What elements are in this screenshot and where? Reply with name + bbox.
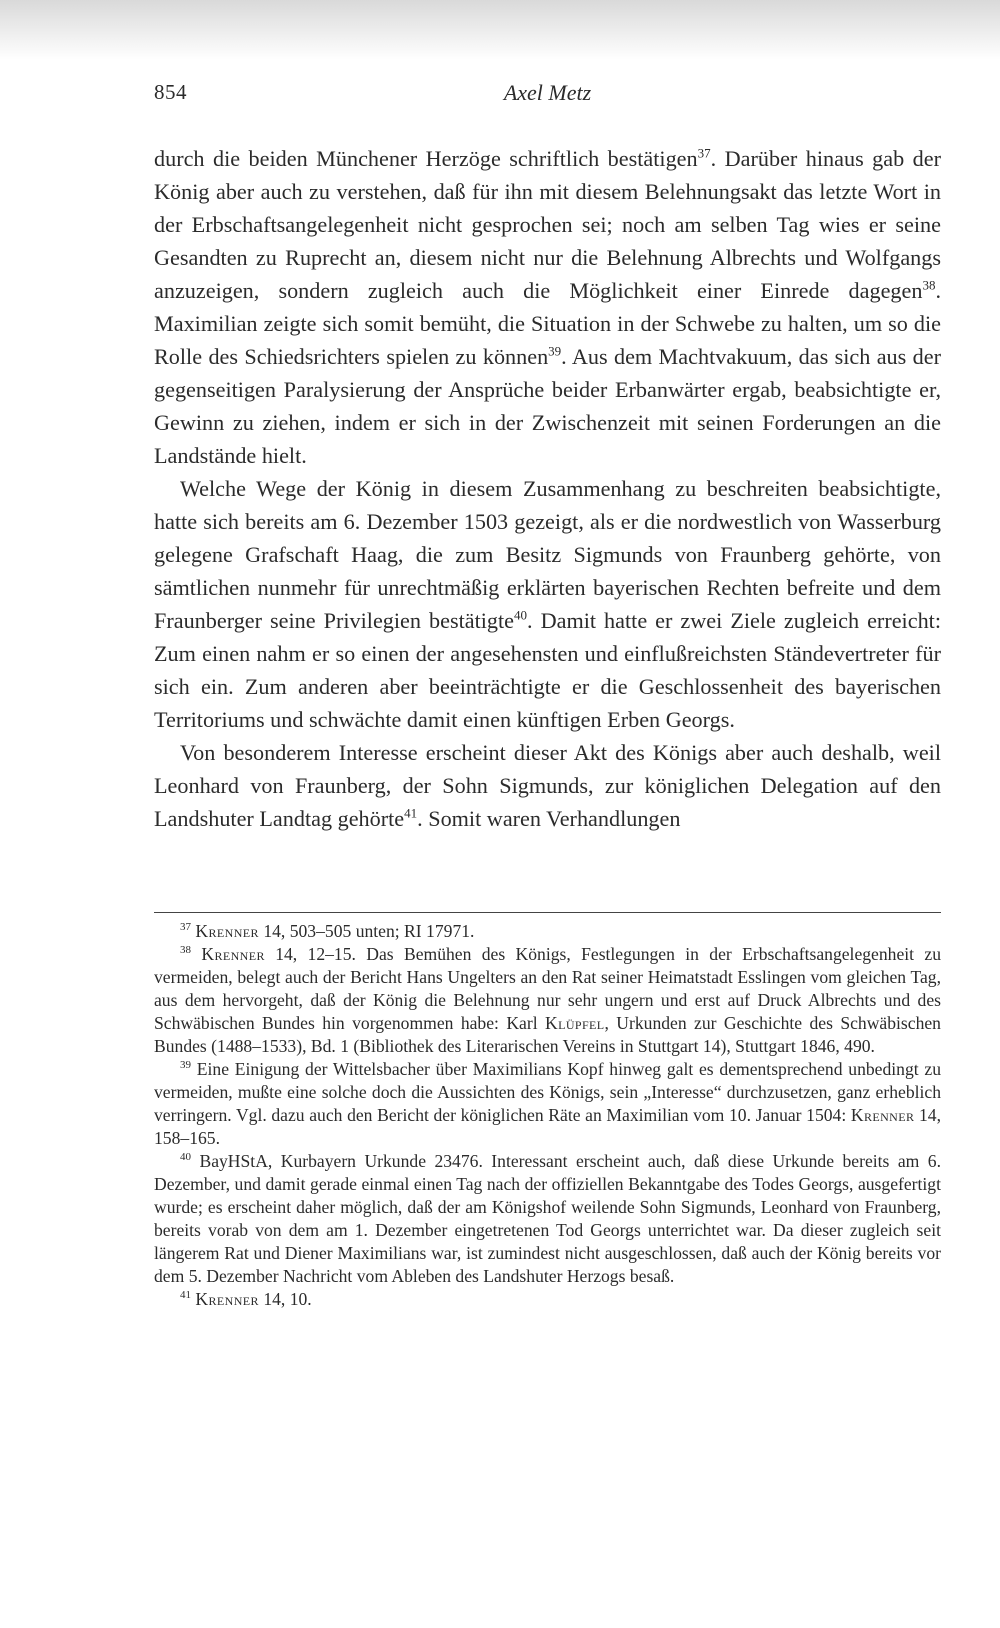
text-span: Eine Einigung der Wittelsbacher über Maximilians Kopf hinweg galt es dementsprechend unbedingt zu vermeiden, mußte eine solche doch die Aussichten des Königs, sein „Interesse“ durchzusetzen, ganz erheblich verringern. Vgl. dazu auch den Bericht der königlichen Räte an Maximilian vom 10. Januar 1504:: [154, 1059, 941, 1125]
footnote-number: 41: [180, 1289, 191, 1302]
paragraph-2: [154, 472, 941, 736]
paragraph-3: [154, 736, 941, 835]
text-span: . Aus dem Machtvakuum, das sich aus der gegenseitigen Paralysierung der Ansprüche beider Erbanwärter ergab, beabsichtigte er, Gewinn zu ziehen, indem er sich in der Zwischenzeit mit seinen Forderungen an die Landstände hielt.: [154, 344, 941, 468]
footnote-ref-37: 37: [697, 145, 711, 161]
author-smallcaps: Krenner: [201, 944, 265, 964]
footnote-40: [154, 1150, 941, 1288]
footnote-number: 40: [180, 1151, 191, 1164]
footnote-separator: [154, 912, 941, 913]
author-smallcaps: Klüpfel: [544, 1013, 605, 1033]
text-span: Welche Wege der König in diesem Zusammenhang zu beschreiten beabsichtigte, hatte sich bereits am 6. Dezember 1503 gezeigt, als er die nordwestlich von Wasserburg gelegene Grafschaft Haag, die zum Besitz Sigmunds von Fraunberg gehörte, von sämtlichen nunmehr für unrechtmäßig erklärten bayerischen Rechten befreite und dem Fraunberger seine Privilegien bestätigte: [154, 476, 941, 633]
text-span: , Urkunden zur Geschichte des Schwäbischen Bundes (1488–1533), Bd. 1 (Bibliothek des Literarischen Vereins in Stuttgart 14), Stuttgart 1846, 490.: [154, 1013, 941, 1056]
footnote-ref-39: 39: [548, 343, 562, 359]
scan-page-edge: [0, 0, 1000, 60]
author-smallcaps: Krenner: [195, 921, 259, 941]
author-smallcaps: Krenner: [195, 1289, 259, 1309]
author-smallcaps: Krenner: [850, 1105, 915, 1125]
footnote-number: 37: [180, 921, 191, 934]
footnotes: [154, 920, 941, 1311]
footnote-ref-41: 41: [404, 805, 418, 821]
footnote-39: [154, 1058, 941, 1150]
text-span: BayHStA, Kurbayern Urkunde 23476. Interessant erscheint auch, daß diese Urkunde bereits am 6. Dezember, und damit gerade einmal einen Tag nach der offiziellen Bekanntgabe des Todes Georgs, ausgefertigt wurde; es erscheint daher möglich, daß der am Königshof weilende Sohn Sigmunds, Leonhard von Fraunberg, bereits vorab von dem am 1. Dezember eingetretenen Tod Georgs unterrichtet war. Da dieser zugleich seit längerem Rat und Diener Maximilians war, ist zumindest nicht ausgeschlossen, daß auch der König bereits vor dem 5. Dezember Nachricht vom Ableben des Landshuter Herzogs besaß.: [154, 1151, 942, 1286]
footnote-37: [154, 920, 941, 943]
text-span: 14, 503–505 unten; RI 17971.: [258, 921, 475, 941]
footnote-ref-40: 40: [514, 607, 528, 623]
footnote-number: 38: [180, 944, 191, 957]
footnote-38: [154, 943, 941, 1058]
paragraph-1: [154, 142, 941, 472]
footnote-ref-38: 38: [922, 277, 936, 293]
text-span: 14, 158–165.: [154, 1105, 941, 1148]
footnote-number: 39: [180, 1059, 191, 1072]
running-head-author: Axel Metz: [503, 80, 592, 105]
text-span: . Somit waren Verhandlungen: [417, 806, 681, 831]
text-span: . Maximilian zeigte sich somit bemüht, die Situation in der Schwebe zu halten, um so die Rolle des Schiedsrichters spielen zu können: [154, 278, 941, 369]
text-span: durch die beiden Münchener Herzöge schriftlich bestätigen: [154, 146, 698, 171]
text-span: . Damit hatte er zwei Ziele zugleich erreicht: Zum einen nahm er so einen der angesehensten und einflußreichsten Ständevertreter für sich ein. Zum anderen aber beeinträchtigte er die Geschlossenheit des bayerischen Territoriums und schwächte damit einen künftigen Erben Georgs.: [154, 608, 941, 732]
text-span: 14, 10.: [258, 1289, 312, 1309]
footnote-41: [154, 1288, 941, 1311]
text-span: . Darüber hinaus gab der König aber auch zu verstehen, daß für ihn mit diesem Belehnungsakt das letzte Wort in der Erbschaftsangelegenheit nicht gesprochen sei; noch am selben Tag wies er seine Gesandten zu Ruprecht an, diesem nicht nur die Belehnung Albrechts und Wolfgangs anzuzeigen, sondern zugleich auch die Möglichkeit einer Einrede dagegen: [154, 146, 941, 303]
main-text: [154, 142, 941, 835]
text-span: Von besonderem Interesse erscheint dieser Akt des Königs aber auch deshalb, weil Leonhard von Fraunberg, der Sohn Sigmunds, zur königlichen Delegation auf den Landshuter Landtag gehörte: [154, 740, 941, 831]
page-header: [154, 80, 941, 110]
text-span: 14, 12–15. Das Bemühen des Königs, Festlegungen in der Erbschaftsangelegenheit zu vermeiden, belegt auch der Bericht Hans Ungelters an den Rat seiner Heimatstadt Esslingen vom gleichen Tag, aus dem hervorgeht, daß der König die Belehnung nur sehr ungern und erst auf Druck Albrechts und des Schwäbischen Bundes hin vorgenommen habe: Karl: [154, 944, 941, 1033]
page-number: 854: [154, 80, 187, 104]
